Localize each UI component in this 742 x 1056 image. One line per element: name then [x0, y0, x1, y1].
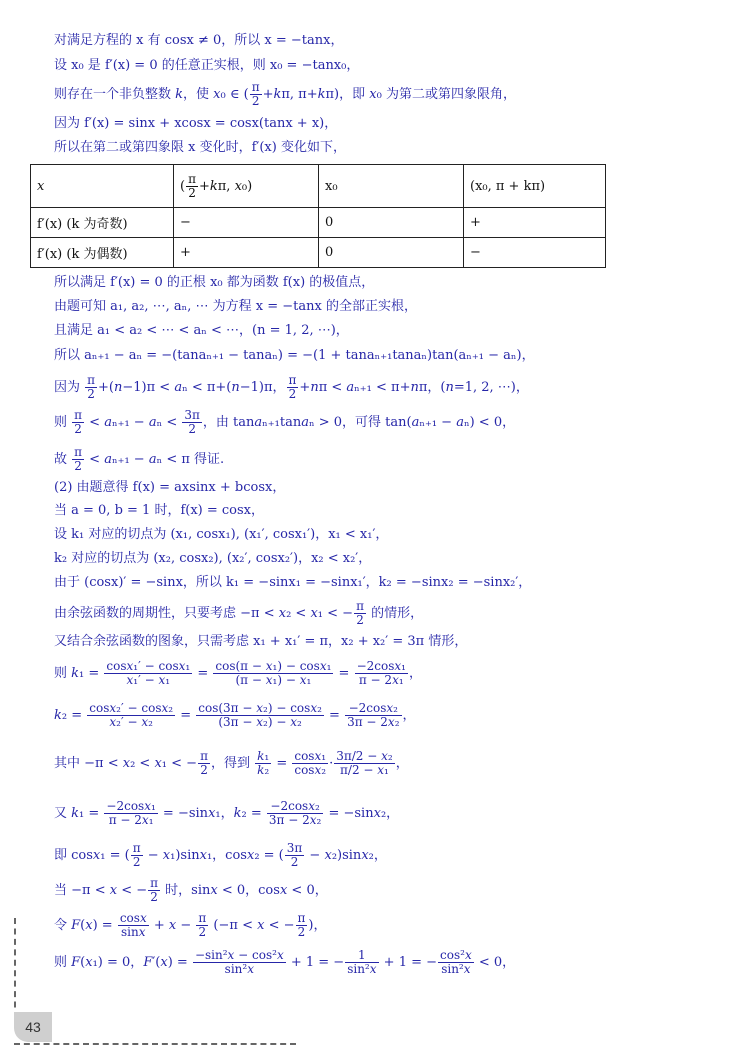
table-cell: −: [174, 208, 319, 238]
solution-line: 则 $\frac{\pi}{2}$ < aₙ₊₁ − aₙ < $\frac{3\pi}{2}$ ，由 tanaₙ₊₁tanaₙ > 0，可得 tan(aₙ₊₁ − aₙ) < 0，: [54, 408, 516, 436]
table-cell: 0: [319, 238, 464, 268]
table-cell: 0: [319, 208, 464, 238]
table-row: [31, 238, 606, 268]
solution-line: 所以在第二或第四象限 x 变化时，f′(x) 变化如下，: [54, 140, 346, 155]
solution-line: k₂ 对应的切点为 (x₂, cosx₂), (x₂′, cosx₂′)，x₂ < x₂′，: [54, 551, 372, 566]
solution-line: 因为 f′(x) = sinx + xcosx = cosx(tanx + x)，: [54, 116, 338, 131]
solution-line: 且满足 a₁ < a₂ < ⋯ < aₙ < ⋯，(n = 1, 2, ⋯)，: [54, 323, 349, 338]
table-header-cell: (x₀, π + kπ): [464, 165, 606, 208]
table-cell: +: [464, 208, 606, 238]
table-cell: f′(x) (k 为偶数): [31, 238, 174, 268]
footer-dashed-line: [14, 1043, 296, 1045]
solution-line: 即 cosx₁ = ( $\frac{\pi}{2}$ − x₁)sinx₁，cosx₂ = ( $\frac{3\pi}{2}$ − x₂)sinx₂，: [54, 841, 387, 869]
solution-line: k₂ = $\frac{\text{cosx₂′ − cosx₂}}{\text{x₂′ − x₂}}$ = $\frac{\text{cos(3π − x₂) − cosx₂}}{\text{(3π − x₂) − x₂}}$ = $\frac{\text{−2cosx₂}}{\text{3π − 2x₂}}$ ，: [54, 701, 416, 729]
solution-line: 由于 (cosx)′ = −sinx，所以 k₁ = −sinx₁ = −sinx₁′，k₂ = −sinx₂ = −sinx₂′，: [54, 575, 532, 590]
table-header-cell: ( $\frac{\pi}{2}$ +kπ, x₀): [174, 165, 319, 208]
solution-line: 由余弦函数的周期性，只要考虑 −π < x₂ < x₁ < − $\frac{\pi}{2}$ 的情形，: [54, 599, 424, 627]
table-row: [31, 208, 606, 238]
margin-dashed-line: [14, 918, 16, 1018]
solution-line: 则 k₁ = $\frac{\text{cosx₁′ − cosx₁}}{\text{x₁′ − x₁}}$ = $\frac{\text{cos(π − x₁) − cosx₁}}{\text{(π − x₁) − x₁}}$ = $\frac{\text{−2cosx₁}}{\text{π − 2x₁}}$ ，: [54, 659, 422, 687]
solution-line: 设 x₀ 是 f′(x) = 0 的任意正实根，则 x₀ = −tanx₀，: [54, 58, 360, 73]
table-row: [31, 165, 606, 208]
solution-line: 设 k₁ 对应的切点为 (x₁, cosx₁), (x₁′, cosx₁′)，x₁ < x₁′，: [54, 527, 389, 542]
solution-line: 因为 $\frac{\pi}{2}$ +(n−1)π < aₙ < π+(n−1)π， $\frac{\pi}{2}$ +nπ < aₙ₊₁ < π+nπ，(n=1, 2, ⋯)，: [54, 373, 529, 401]
solution-line: (2) 由题意得 f(x) = axsinx + bcosx，: [54, 480, 286, 495]
solution-line: 所以满足 f′(x) = 0 的正根 x₀ 都为函数 f(x) 的极值点，: [54, 275, 375, 290]
solution-line: 又结合余弦函数的图象，只需考虑 x₁ + x₁′ = π，x₂ + x₂′ = 3π 情形，: [54, 634, 468, 649]
solution-line: 当 a = 0, b = 1 时，f(x) = cosx，: [54, 503, 265, 518]
solution-line: 则 F(x₁) = 0，F′(x) = $\frac{\text{−sin²x − cos²x}}{\text{sin²x}}$ + 1 = − $\frac{1}{\text{sin²x}}$ + 1 = − $\frac{\text{cos²x}}{\text{sin²x}}$ < 0，: [54, 948, 516, 976]
table-cell: +: [174, 238, 319, 268]
solution-line: 其中 −π < x₂ < x₁ < − $\frac{\pi}{2}$ ，得到 $\frac{\text{k₁}}{\text{k₂}}$ = $\frac{\text{cosx₁}}{\text{cosx₂}}$ · $\frac{\text{3π/2 − x₂}}{\text{π/2 − x₁}}$ ，: [54, 749, 409, 777]
table-cell: −: [464, 238, 606, 268]
solution-line: 由题可知 a₁, a₂, ⋯, aₙ, ⋯ 为方程 x = −tanx 的全部正实根，: [54, 299, 417, 314]
page-number: 43: [14, 1012, 52, 1042]
sign-table: [30, 164, 606, 268]
table-header-cell: x₀: [319, 165, 464, 208]
solution-line: 对满足方程的 x 有 cosx ≠ 0，所以 x = −tanx，: [54, 33, 344, 48]
solution-line: 令 F(x) = $\frac{\cos x}{\sin x}$ + x − $\frac{\pi}{2}$ (−π < x < − $\frac{\pi}{2}$ )，: [54, 911, 327, 939]
solution-line: 又 k₁ = $\frac{\text{−2cosx₁}}{\text{π − 2x₁}}$ = −sinx₁，k₂ = $\frac{\text{−2cosx₂}}{\text{3π − 2x₂}}$ = −sinx₂，: [54, 799, 400, 827]
solution-line: 则存在一个非负整数 k，使 x₀ ∈ ( $\frac{\pi}{2}$ +kπ, π+kπ)，即 x₀ 为第二或第四象限角，: [54, 80, 516, 108]
table-cell: f′(x) (k 为奇数): [31, 208, 174, 238]
solution-line: 所以 aₙ₊₁ − aₙ = −(tanaₙ₊₁ − tanaₙ) = −(1 + tanaₙ₊₁tanaₙ)tan(aₙ₊₁ − aₙ)，: [54, 348, 535, 363]
solution-line: 当 −π < x < − $\frac{\pi}{2}$ 时，sinx < 0，cosx < 0，: [54, 876, 328, 904]
solution-line: 故 $\frac{\pi}{2}$ < aₙ₊₁ − aₙ < π 得证.: [54, 445, 225, 473]
table-header-cell: x: [31, 165, 174, 208]
